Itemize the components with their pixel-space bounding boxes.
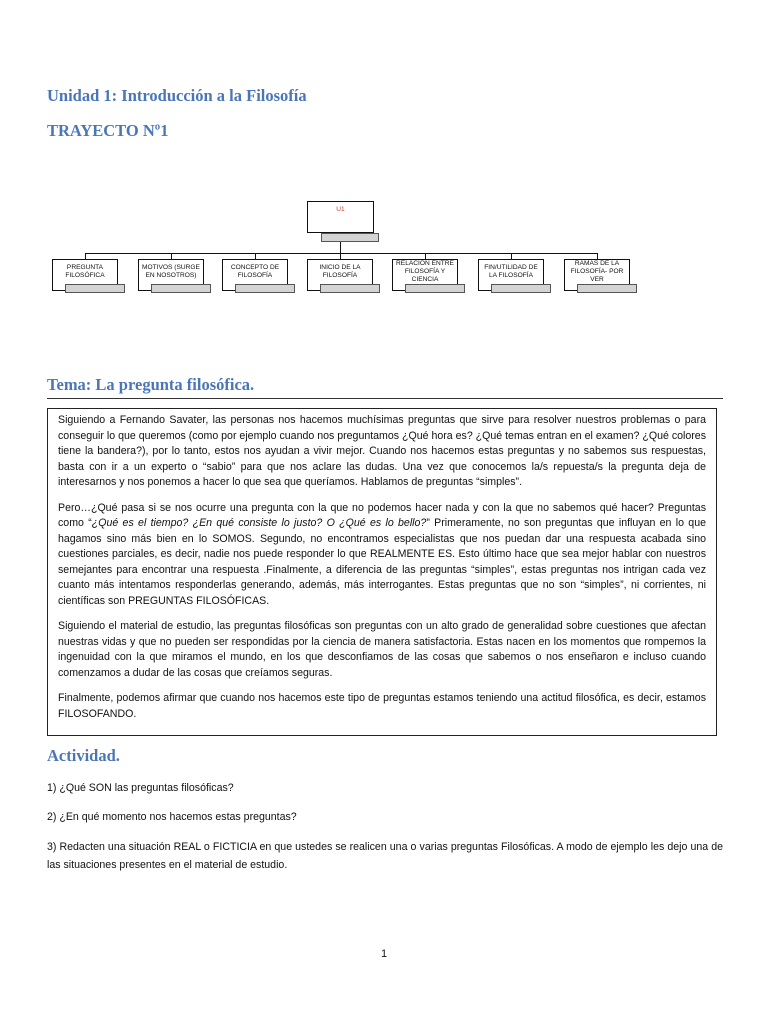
org-node-tab <box>65 284 125 293</box>
tema-paragraph-2-start: Pero…¿Qué pasa si se nos ocurre una pregunta con la que no podemos hacer nada y con la que no sabemos qué hacer? Preguntas como “ <box>58 501 706 529</box>
tema-divider <box>47 398 723 399</box>
org-node-inicio <box>307 259 373 291</box>
org-chart <box>0 0 768 360</box>
actividad-question-1: 1) ¿Qué SON las preguntas filosóficas? <box>47 782 234 794</box>
org-node-label: MOTIVOS (SURGE EN NOSOTROS) <box>142 264 200 279</box>
page-number: 1 <box>380 948 388 960</box>
org-connector-horizontal <box>85 253 598 254</box>
org-node-tab <box>235 284 295 293</box>
tema-paragraph-2 <box>58 501 706 610</box>
org-node-tab <box>151 284 211 293</box>
org-node-label: INICIO DE LA FILOSOFÍA <box>319 264 361 279</box>
org-connector-root <box>340 242 341 253</box>
org-node-label: RAMAS DE LA FILOSOFÍA- POR VER <box>570 260 624 283</box>
org-connector-7 <box>597 253 598 259</box>
tema-paragraph-2-examples: ¿Qué es el tiempo? ¿En qué consiste lo justo? O ¿Qué es lo bello? <box>91 517 427 529</box>
org-node-relacion <box>392 259 458 291</box>
org-root-node <box>307 201 374 233</box>
org-node-tab <box>320 284 380 293</box>
unit-title: Unidad 1: Introducción a la Filosofía <box>47 86 307 105</box>
org-node-ramas <box>564 259 630 291</box>
org-root-label: U1 <box>336 206 345 213</box>
org-connector-6 <box>511 253 512 259</box>
org-connector-1 <box>85 253 86 259</box>
org-node-tab <box>491 284 551 293</box>
org-node-label: RELACIÓN ENTRE FILOSOFÍA Y CIENCIA <box>396 260 454 283</box>
org-connector-2 <box>171 253 172 259</box>
tema-text-box <box>47 408 717 736</box>
org-connector-5 <box>425 253 426 259</box>
org-node-pregunta <box>52 259 118 291</box>
actividad-question-2: 2) ¿En qué momento nos hacemos estas preguntas? <box>47 811 297 823</box>
org-connector-3 <box>255 253 256 259</box>
org-node-label: PREGUNTA FILOSÓFICA <box>65 264 105 279</box>
tema-paragraph-1: Siguiendo a Fernando Savater, las personas nos hacemos muchísimas preguntas que sirve para resolver nuestros problemas o para conseguir lo que queremos (como por ejemplo cuando nos preguntamos ¿Qué hora es? ¿Qué temas entran en el examen? ¿Qué colores tiene la bandera?), por lo tanto, estos nos ayudan a vivir mejor. Cuando nos hacemos estas preguntas y no sabemos sus respuestas, basta con ir a un experto o “sabio” para que nos aclare las dudas. Una vez que conocemos la/s repuesta/s la pregunta deja de interesarnos y nos ponemos a hacer lo que sea que queríamos. Hablamos de preguntas “simples”. <box>58 414 706 488</box>
trayecto-heading: TRAYECTO Nº1 <box>47 121 169 140</box>
org-node-label: CONCEPTO DE FILOSOFÍA <box>230 264 280 279</box>
tema-paragraph-4: Finalmente, podemos afirmar que cuando nos hacemos este tipo de preguntas estamos teniendo una actitud filosófica, es decir, estamos FILOSOFANDO. <box>58 692 706 720</box>
org-node-motivos <box>138 259 204 291</box>
org-root-tab <box>321 233 379 242</box>
org-node-tab <box>405 284 465 293</box>
org-node-fin <box>478 259 544 291</box>
org-node-concepto <box>222 259 288 291</box>
tema-paragraph-2-end: ” Primeramente, no son preguntas que influyan en lo que hagamos sino más bien en lo SOMOS. Segundo, no encontramos especialistas que nos puedan dar una respuesta acabada sino cuestiones parciales, es decir, nadie nos puede responder lo que REALMENTE ES. Esto último hace que sea mejor hablar con nuestros semejantes para encontrar una respuesta .Finalmente, a diferencia de las preguntas “simples”, estas preguntas nos intrigan cada vez cuanto más intentamos responderlas generando, además, más interrogantes. Estas preguntas que no son “simples”, ni corrientes, ni científicas son PREGUNTAS FILOSÓFICAS. <box>58 517 706 607</box>
org-connector-4 <box>340 253 341 259</box>
actividad-question-3: 3) Redacten una situación REAL o FICTICIA en que ustedes se realicen una o varias preguntas Filosóficas. A modo de ejemplo les dejo una de las situaciones presentes en el material de estudio. <box>47 841 723 871</box>
tema-paragraph-3: Siguiendo el material de estudio, las preguntas filosóficas son preguntas con un alto grado de generalidad sobre cuestiones que afectan nuestras vidas y que no pueden ser respondidas por la ciencia de manera satisfactoria. Estas nacen en los momentos que rompemos la ingenuidad con la que miramos el mundo, en los que desconfiamos de las cosas que sabemos o nos enseñaron e incluso cuando comenzamos a dudar de las cosas que creíamos seguras. <box>58 620 706 679</box>
org-node-tab <box>577 284 637 293</box>
actividad-title: Actividad. <box>47 746 120 765</box>
org-node-label: FIN/UTILIDAD DE LA FILOSOFÍA <box>484 264 538 279</box>
tema-title: Tema: La pregunta filosófica. <box>47 375 255 394</box>
